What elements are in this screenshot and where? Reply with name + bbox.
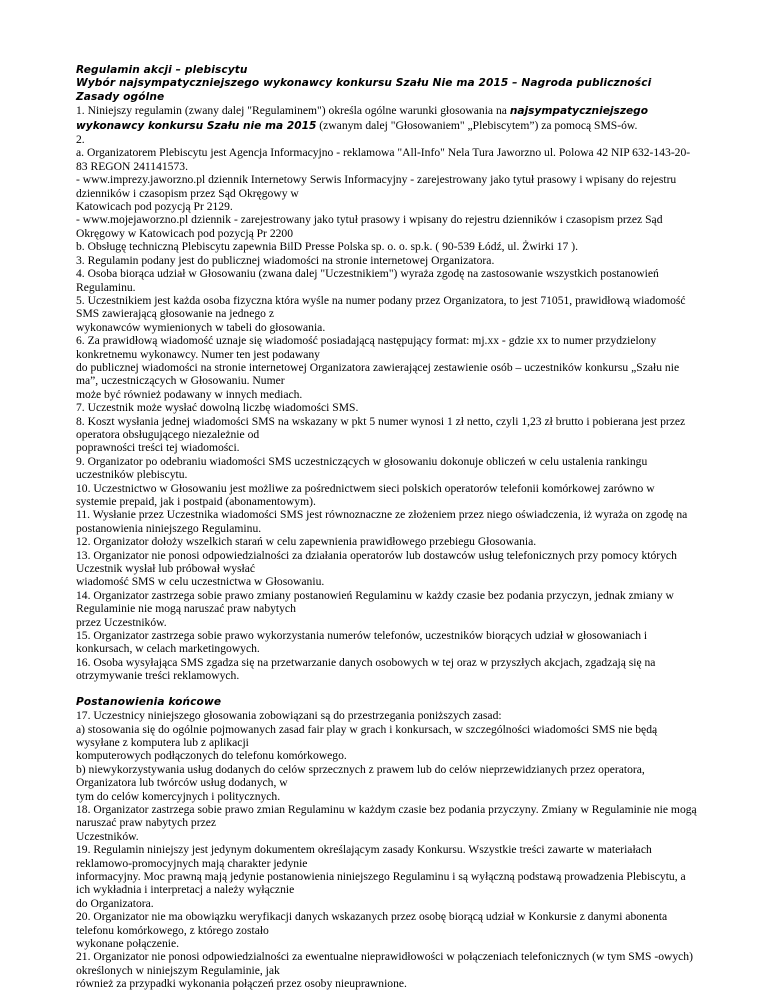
text-line: również za przypadki wykonania połączeń przez osoby nieuprawnione. [76, 977, 407, 991]
paragraph-1-text-2: (zwanym dalej "Głosowaniem" „Plebiscytem”) za pomocą SMS-ów. [316, 118, 638, 132]
text-line: 6. Za prawidłową wiadomość uznaje się wiadomość posiadającą następujący format: mj.xx - gdzie xx to numer przydzielony [76, 334, 657, 348]
text-line: 16. Osoba wysyłająca SMS zgadza się na przetwarzanie danych osobowych w tej oraz w przyszłych akcjach, zgadzają się na [76, 655, 656, 669]
paragraph-1-emphasis-2: wykonawcy konkursu Szału nie ma 2015 [76, 119, 317, 132]
text-line: 10. Uczestnictwo w Głosowaniu jest możliwe za pośrednictwem sieci polskich operatorów telefonii komórkowej zarówno w [76, 481, 655, 495]
text-line: Organizatora lub twórców usług dodanych, w [76, 776, 288, 790]
text-line: telefonu komórkowego, z którego zostało [76, 923, 269, 937]
text-line: informacyjny. Moc prawną mają jedynie postanowienia niniejszego Regulaminu i są wyłączną podstawą prowadzenia Plebiscytu, a [76, 869, 686, 883]
text-line: do publicznej wiadomości na stronie internetowej Organizatora zawierającej zestawienie osób – uczestników konkursu „Szału nie [76, 360, 680, 374]
text-line: SMS zawierającą głosowanie na jednego z [76, 307, 274, 321]
text-line: 14. Organizator zastrzega sobie prawo zmiany postanowień Regulaminu w każdy czasie bez podania przyczyn, jednak zmiany w [76, 588, 674, 602]
paragraph-1-line-2 [76, 119, 722, 133]
text-line: wiadomość SMS w celu uczestnictwa w Głosowaniu. [76, 575, 325, 589]
text-line: - www.imprezy.jaworzno.pl dziennik Internetowy Serwis Informacyjny - zarejestrowany jako tytuł prasowy i wpisany do rejestru [76, 173, 677, 187]
text-line: dzienników i czasopism przez Sąd Okręgowy w [76, 186, 299, 200]
text-line: 18. Organizator zastrzega sobie prawo zmian Regulaminu w każdym czasie bez podania przyczyny. Zmiany w Regulaminie nie mogą [76, 802, 697, 816]
text-line: a) stosowania się do ogólnie pojmowanych zasad fair play w grach i konkursach, w szczególności wiadomości SMS nie będą [76, 722, 658, 736]
text-line: b) niewykorzystywania usług dodanych do celów sprzecznych z prawem lub do celów nieprzewidzianych przez operatora, [76, 762, 645, 776]
text-line: konkursach, w celach marketingowych. [76, 642, 260, 656]
text-line: reklamowo-promocyjnych mają charakter jedynie [76, 856, 308, 870]
text-line: 83 REGON 241141573. [76, 159, 188, 173]
text-line: ma”, uczestniczących w Głosowaniu. Numer [76, 374, 285, 388]
text-line: tym do celów komercyjnych i politycznych. [76, 789, 281, 803]
text-line: poprawności treści tej wiadomości. [76, 441, 240, 455]
text-line: 11. Wysłanie przez Uczestnika wiadomości SMS jest równoznaczne ze złożeniem przez niego oświadczenia, iż wyraża on zgodę na [76, 508, 688, 522]
text-line: 8. Koszt wysłania jednej wiadomości SMS na wskazany w pkt 5 numer wynosi 1 zł netto, czyli 1,23 zł brutto i pobierana jest przez [76, 414, 686, 428]
section-heading-general: Zasady ogólne [76, 90, 165, 103]
text-line: operatora obsługującego niezależnie od [76, 427, 260, 441]
text-line: 17. Uczestnicy niniejszego głosowania zobowiązani są do przestrzegania poniższych zasad: [76, 709, 502, 723]
text-line: komputerowych podłączonych do telefonu komórkowego. [76, 749, 347, 763]
text-line: Uczestnik wysłał lub próbował wysłać [76, 562, 256, 576]
text-line: Regulaminu. [76, 280, 136, 294]
text-line: określonych w niniejszym Regulaminie, jak [76, 963, 280, 977]
paragraph-1-text: 1. Niniejszy regulamin (zwany dalej "Regulaminem") określa ogólne warunki głosowania na [76, 104, 510, 118]
text-line: postanowienia niniejszego Regulaminu. [76, 521, 262, 535]
text-line: Uczestników. [76, 829, 139, 843]
text-line: 4. Osoba biorąca udział w Głosowaniu (zwana dalej "Uczestnikiem") wyraża zgodę na zastosowanie wszystkich postanowień [76, 267, 659, 281]
rules-final [76, 709, 722, 991]
paragraph-1-emphasis: najsympatyczniejszego [509, 105, 649, 118]
text-line: 9. Organizator po odebraniu wiadomości SMS uczestniczących w głosowaniu dokonuje obliczeń w celu ustalenia rankingu [76, 454, 648, 468]
text-line: 20. Organizator nie ma obowiązku weryfikacji danych wskazanych przez osobę biorącą udział w Konkursie z danymi abonenta [76, 910, 668, 924]
text-line: 13. Organizator nie ponosi odpowiedzialności za działania operatorów lub dostawców usług telefonicznych przy pomocy których [76, 548, 677, 562]
text-line: Okręgowy w Katowicach pod pozycją Pr 2200 [76, 226, 294, 240]
section-heading-final: Postanowienia końcowe [76, 695, 222, 708]
text-line: wykonawców wymienionych w tabeli do głosowania. [76, 320, 326, 334]
text-line: b. Obsługę techniczną Plebiscytu zapewnia BilD Presse Polska sp. o. o. sp.k. ( 90-539 Łódź, ul. Żwirki 17 ). [76, 240, 578, 254]
section-gap [76, 683, 722, 696]
text-line: 12. Organizator dołoży wszelkich starań w celu zapewnienia prawidłowego przebiegu Głosowania. [76, 535, 537, 549]
text-line: a. Organizatorem Plebiscytu jest Agencja Informacyjno - reklamowa "All-Info" Nela Tura Jaworzno ul. Polowa 42 NIP 632-143-20- [76, 146, 691, 160]
document-subtitle: Wybór najsympatyczniejszego wykonawcy konkursu Szału Nie ma 2015 – Nagroda publiczności [76, 77, 652, 90]
text-line: może być również podawany w innych mediach. [76, 387, 303, 401]
paragraph-1-line-1 [76, 104, 722, 118]
text-line: 2. [76, 133, 85, 147]
text-line: 3. Regulamin podany jest do publicznej wiadomości na stronie internetowej Organizatora. [76, 253, 495, 267]
text-line: do Organizatora. [76, 896, 154, 910]
text-line: uczestników plebiscytu. [76, 468, 188, 482]
text-line: systemie prepaid, jak i postpaid (abonamentowym). [76, 495, 316, 508]
document-title: Regulamin akcji – plebiscytu [76, 64, 248, 76]
text-line: przez Uczestników. [76, 615, 167, 629]
text-line: wykonane połączenie. [76, 937, 180, 950]
text-line: naruszać praw nabytych przez [76, 816, 217, 830]
text-line: ich wykładnia i interpretacj a należy wyłącznie [76, 883, 295, 897]
text-line: 15. Organizator zastrzega sobie prawo wykorzystania numerów telefonów, uczestników biorących udział w głosowaniach i [76, 629, 648, 643]
text-line: konkretnemu wykonawcy. Numer ten jest podawany [76, 347, 320, 361]
rules-general [76, 133, 722, 683]
text-line: Katowicach pod pozycją Pr 2129. [76, 200, 233, 214]
text-line: 7. Uczestnik może wysłać dowolną liczbę wiadomości SMS. [76, 401, 359, 415]
text-line: 21. Organizator nie ponosi odpowiedzialności za ewentualne nieprawidłowości w połączeniach telefonicznych (w tym SMS -owych) [76, 950, 693, 964]
text-line: otrzymywanie treści reklamowych. [76, 669, 240, 683]
text-line: - www.mojejaworzno.pl dziennik - zarejestrowany jako tytuł prasowy i wpisany do rejestru dzienników i czasopism przez Sąd [76, 213, 663, 227]
text-line: 19. Regulamin niniejszy jest jedynym dokumentem określającym zasady Konkursu. Wszystkie treści zawarte w materiałach [76, 843, 652, 857]
text-line: 5. Uczestnikiem jest każda osoba fizyczna która wyśle na numer podany przez Organizatora, to jest 71051, prawidłową wiadomość [76, 293, 686, 307]
text-line: Regulaminie nie mogą naruszać praw nabytych [76, 602, 296, 616]
text-line: wysyłane z komputera lub z aplikacji [76, 735, 249, 749]
